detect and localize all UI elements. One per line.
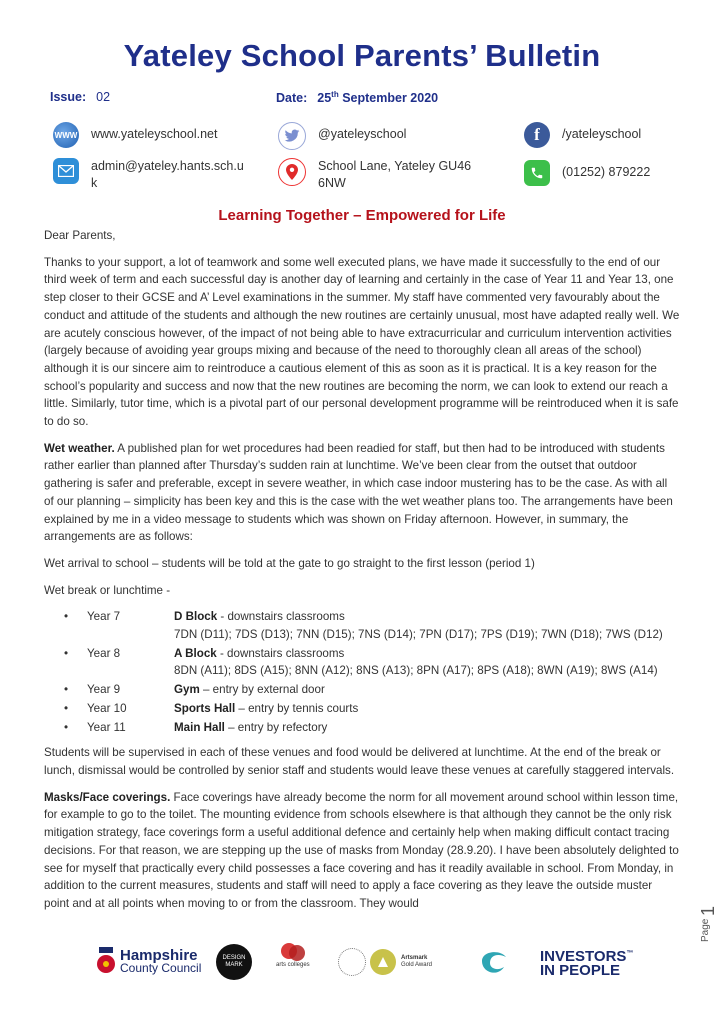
- twitter-contact[interactable]: [278, 122, 406, 150]
- wet-break-paragraph: Wet break or lunchtime -: [44, 583, 171, 597]
- list-item: [44, 719, 680, 737]
- email-line-2: k: [91, 176, 98, 190]
- facebook-icon: f: [524, 122, 550, 148]
- greeting: Dear Parents,: [44, 229, 116, 242]
- date-value: [317, 91, 438, 105]
- masks-text: Face coverings have already become the norm for all movement around school within lesson time, for example to go to the toilet. The mounting evidence from schools elsewhere is that although they cannot be the only risk mitigation strategy, face coverings form a useful additional defence and certainly help when making difficult contact tracing decisions. For that reason, we are stepping up the use of masks from Monday (28.9.20). I have been absolutely delighted to see for myself that practically every child possesses a face covering and has it readily available in school. From Monday, in addition to the current measures, students and staff will need to apply a face covering as they leave the outside muster point and at all points when moving to or from the classroom. They would: [44, 790, 679, 910]
- page-label: Page: [700, 918, 711, 942]
- list-item: [44, 645, 680, 680]
- date-rest: September 2020: [338, 91, 439, 106]
- swirl-icon: [478, 947, 512, 977]
- hampshire-line-1: Hampshire: [120, 947, 198, 964]
- letter-body: [44, 227, 680, 922]
- venue-desc: - downstairs classrooms: [216, 646, 345, 660]
- venue-desc: – entry by tennis courts: [235, 701, 359, 715]
- address-text: [318, 158, 471, 192]
- page-number-value: 1: [698, 905, 718, 916]
- venue-name: Sports Hall: [174, 701, 236, 715]
- investors-in-people-logo: [540, 942, 633, 982]
- twitter-icon: [278, 122, 306, 150]
- rose-icon: [95, 947, 117, 977]
- artsmark-line-2: Gold Award: [401, 962, 432, 968]
- date-field: [276, 90, 438, 105]
- investors-line-2: IN PEOPLE: [540, 961, 621, 979]
- masks-heading: Masks/Face coverings.: [44, 790, 171, 804]
- website-contact[interactable]: [53, 122, 217, 148]
- wet-break-list: [44, 608, 680, 736]
- year-label: Year 7: [87, 610, 121, 624]
- wet-weather-text: A published plan for wet procedures had been readied for staff, but then had to be introduced with students rather earlier than planned after Thursday’s sudden rain at lunchtime. We’ve been clear from the outset that outdoor gathering is safer and preferable, except in severe weather, in which case indoor mustering has to be the case. As with all of our planning – simplicity has been key and this is the case with the wet weather plans too. The arrangements have been explained by me in a video message to students which was shown on Friday afternoon. However, in summary, the arrangements are as follows:: [44, 441, 673, 544]
- globe-icon: WWW: [53, 122, 79, 148]
- artsmark-badge-icon: [370, 949, 396, 975]
- phone-contact[interactable]: [524, 160, 650, 186]
- address-contact: [278, 158, 471, 192]
- venue-desc: – entry by refectory: [224, 720, 328, 734]
- list-item: [44, 608, 680, 643]
- arts-council-seal-icon: [338, 948, 366, 976]
- email-contact[interactable]: [53, 158, 244, 192]
- page-title: Yateley School Parents’ Bulletin: [123, 38, 601, 73]
- list-item: [44, 700, 680, 718]
- teal-swirl-logo: [478, 942, 512, 982]
- footer-logos: [0, 942, 724, 982]
- year-label: Year 9: [87, 683, 121, 697]
- email-address[interactable]: [91, 158, 244, 192]
- email-line-1: admin@yateley.hants.sch.u: [91, 159, 244, 173]
- website-link[interactable]: www.yateleyschool.net: [91, 127, 218, 141]
- investors-line-1: INVESTORS: [540, 947, 627, 965]
- hampshire-line-2: County Council: [120, 961, 202, 975]
- date-day: 25: [317, 91, 332, 106]
- issue-label: Issue:: [50, 90, 87, 104]
- venue-name: D Block: [174, 610, 218, 624]
- date-label: Date:: [276, 91, 308, 106]
- date-suffix: th: [331, 90, 339, 99]
- phone-number[interactable]: (01252) 879222: [562, 165, 651, 179]
- artsmark-line-1: Artsmark: [401, 955, 428, 961]
- address-line-2: 6NW: [318, 176, 346, 190]
- facebook-handle[interactable]: /yateleyschool: [562, 127, 642, 141]
- wet-arrival-paragraph: Wet arrival to school – students will be told at the gate to go straight to the first lesson (period 1): [44, 556, 535, 570]
- year-label: Year 10: [87, 701, 127, 715]
- intro-paragraph: Thanks to your support, a lot of teamwork and some well executed plans, we have made it successfully to the end of our third week of term and each successful day is another day of learning and certainly in the case of Year 11 and Year 13, one step closer to their GCSE and A’ Level examinations in the summer. My staff have commented very favourably about the conduct and attitude of the students and although the new routines are certainly unusual, most have adapted really well. We are acutely conscious however, of the impact of not being able to have extracurricular and curriculum intervention activities (largely because of avoiding year groups mixing and because of the need to thoroughly clean all areas of the school) although it is our sincere aim to reintroduce a cautious element of this as soon as it is practical. It is a key reason for the school’s popularity and success and now that the new routines are becoming the norm, we can look to extend our reach a little. Similarly, tutor time, which is a pivotal part of our personal development programme will be reintroduced when it is safe to do so.: [44, 255, 680, 429]
- venue-desc: – entry by external door: [199, 683, 325, 697]
- arts-colleges-icon: [280, 942, 306, 962]
- arts-colleges-text: arts colleges: [276, 962, 310, 968]
- year-label: Year 8: [87, 646, 121, 660]
- issue-field: [50, 90, 110, 104]
- design-mark-logo: [216, 942, 252, 982]
- investors-trademark: ™: [626, 949, 634, 957]
- design-mark-text: DESIGN MARK: [216, 944, 252, 980]
- phone-icon: [524, 160, 550, 186]
- page-number: [698, 902, 718, 942]
- wet-weather-heading: Wet weather.: [44, 441, 115, 455]
- masks-paragraph: [44, 789, 680, 913]
- list-item: [44, 681, 680, 699]
- venue-name: Gym: [174, 683, 200, 697]
- facebook-contact[interactable]: [524, 122, 641, 148]
- venue-name: Main Hall: [174, 720, 225, 734]
- venue-name: A Block: [174, 646, 217, 660]
- address-line-1: School Lane, Yateley GU46: [318, 159, 472, 173]
- location-pin-icon: [278, 158, 306, 186]
- mail-icon: [53, 158, 79, 184]
- venue-desc: - downstairs classrooms: [217, 610, 345, 624]
- school-motto: Learning Together – Empowered for Life: [218, 207, 506, 224]
- supervision-paragraph: Students will be supervised in each of these venues and food would be delivered at lunchtime. At the end of the break or lunch, dismissal would be controlled by senior staff and students would leave these venues at carefully staggered intervals.: [44, 746, 675, 777]
- room-list: 7DN (D11); 7DS (D13); 7NN (D15); 7NS (D14); 7PN (D17); 7PS (D19); 7WN (D18); 7WS (D12): [174, 628, 663, 642]
- room-list: 8DN (A11); 8DS (A15); 8NN (A12); 8NS (A13); 8PN (A17); 8PS (A18); 8WN (A19); 8WS (A14): [174, 664, 658, 678]
- wet-weather-paragraph: [44, 440, 680, 546]
- arts-colleges-logo: [276, 942, 310, 982]
- hampshire-logo: [95, 942, 201, 982]
- artsmark-logo: [338, 942, 432, 982]
- year-label: Year 11: [87, 720, 126, 734]
- twitter-handle[interactable]: @yateleyschool: [318, 127, 407, 141]
- issue-value: 02: [96, 90, 111, 104]
